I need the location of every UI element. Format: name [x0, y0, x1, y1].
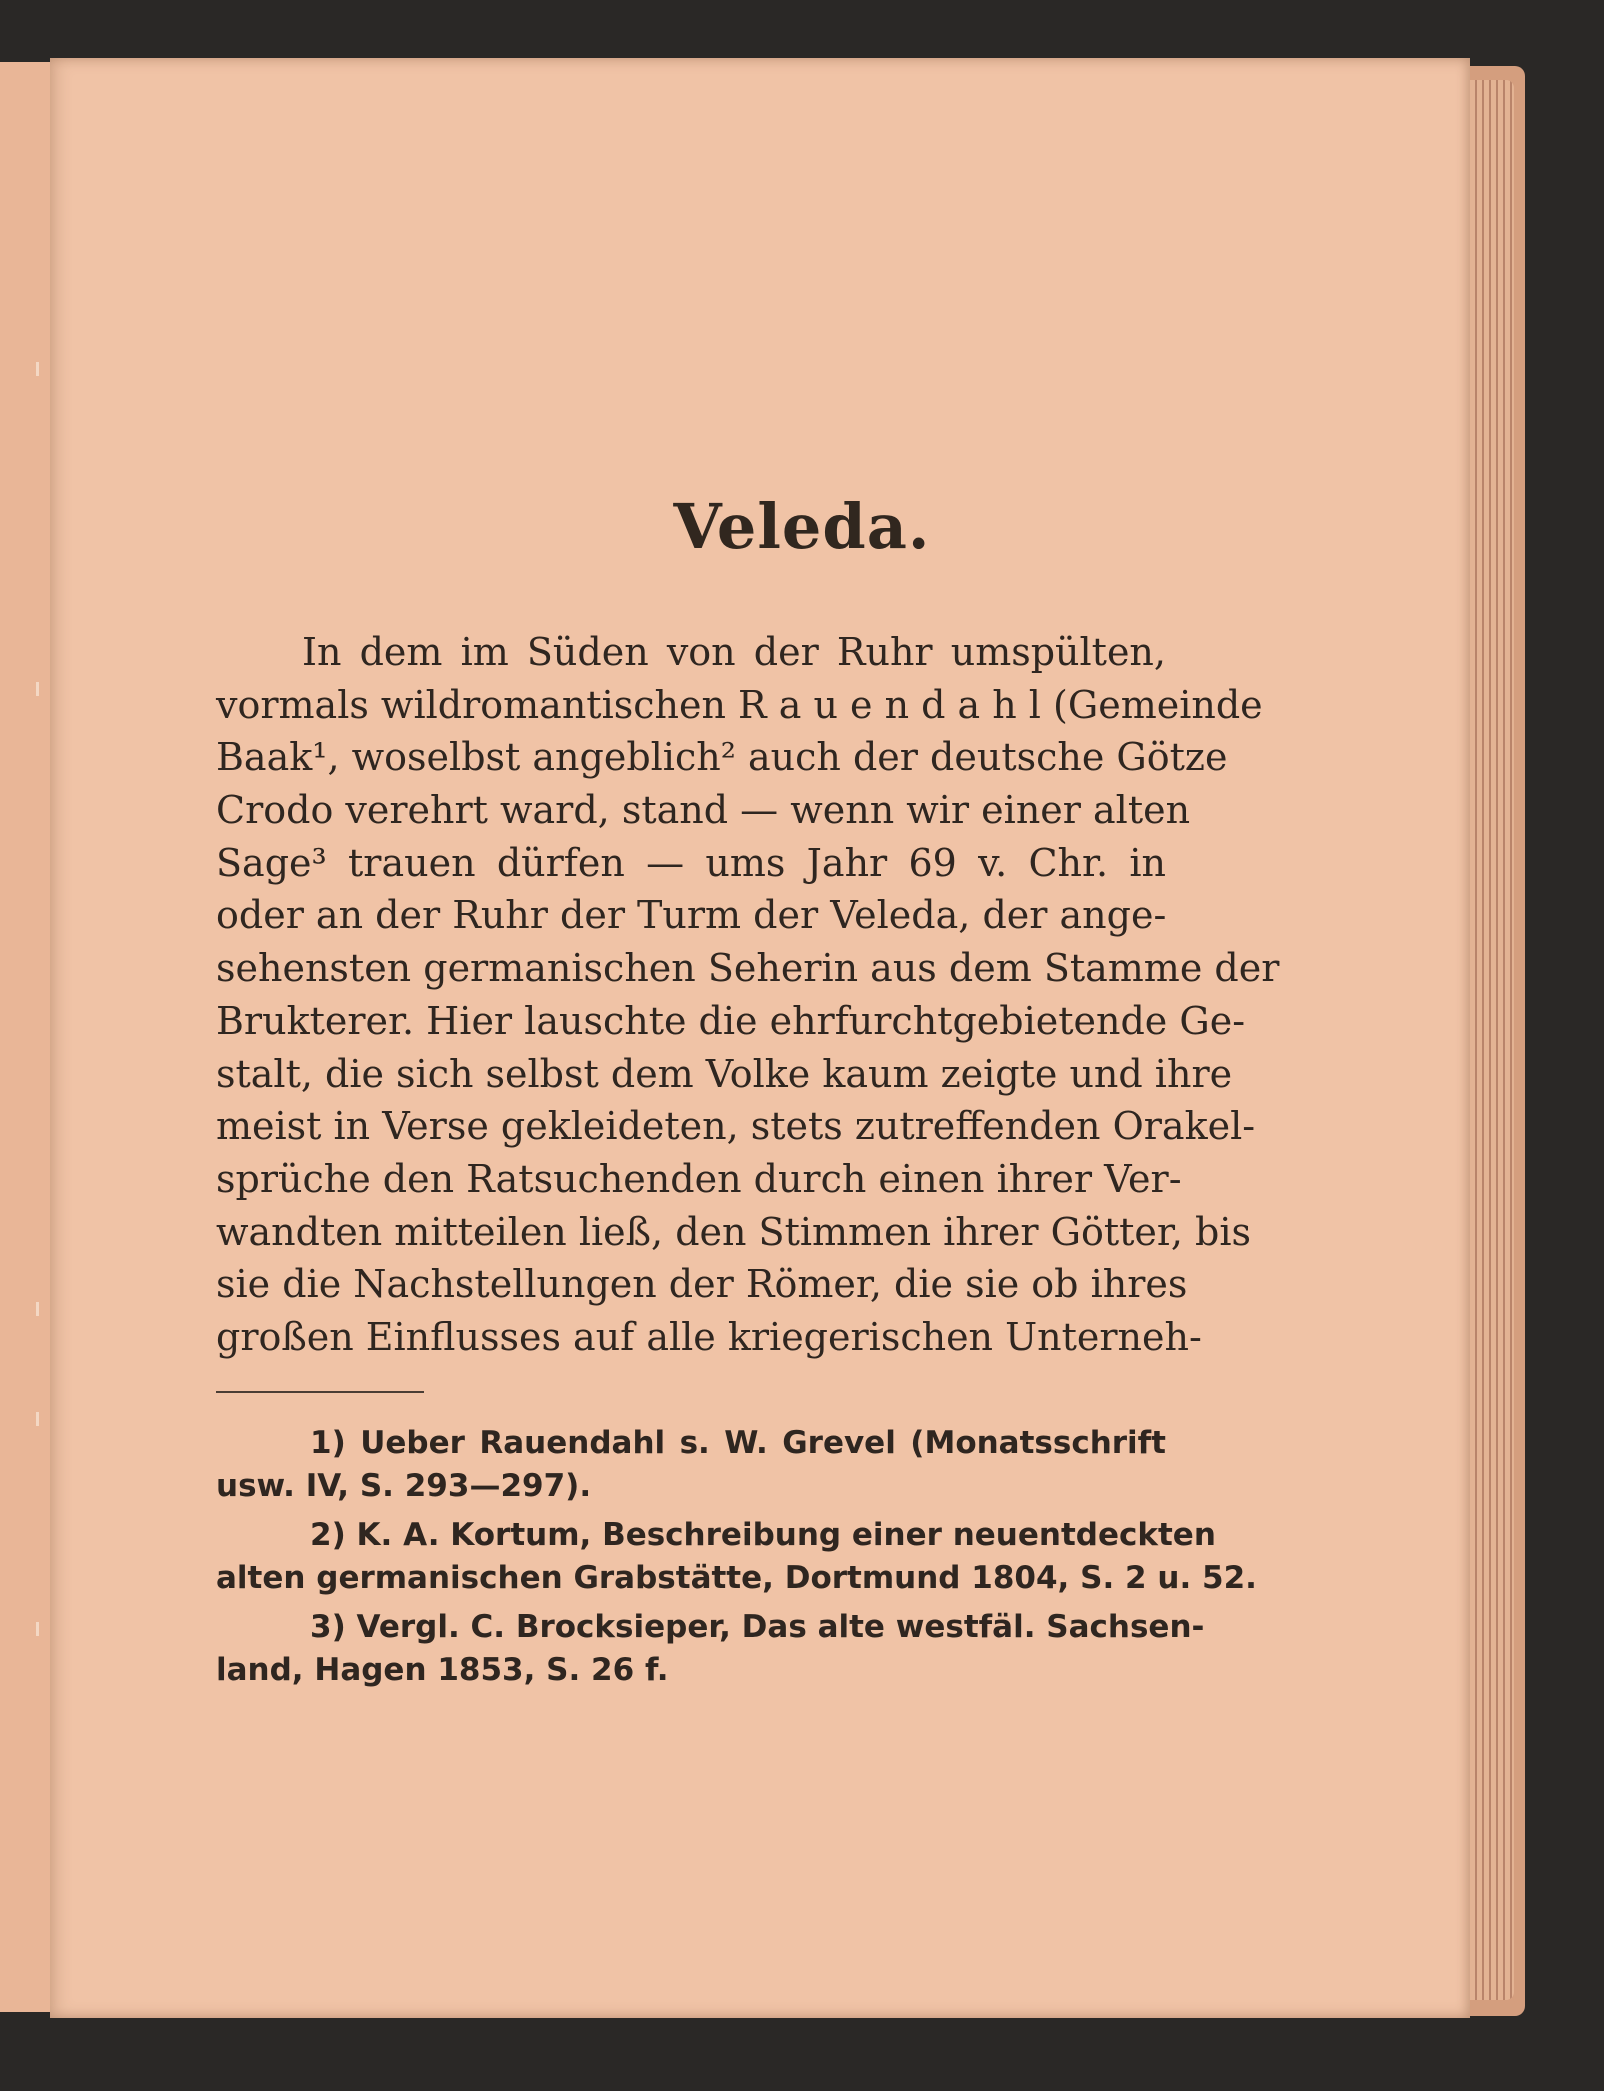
footnote-2-line-2: alten germanischen Grabstätte, Dortmund 1804, S. 2 u. 52. [216, 1560, 1257, 1596]
body-line: meist in Verse gekleideten, stets zutreffenden Orakel- [216, 1104, 1256, 1149]
body-line: oder an der Ruhr der Turm der Veleda, der ange- [216, 893, 1167, 938]
page-stack-edge [1470, 80, 1514, 2000]
body-line: wandten mitteilen ließ, den Stimmen ihrer Götter, bis [216, 1209, 1252, 1254]
body-text [216, 626, 1280, 1364]
chapter-title: Veleda. [673, 490, 931, 563]
body-line: Baak¹, woselbst angeblich² auch der deutsche Götze [216, 735, 1228, 780]
footnote-1-line-1: 1) Ueber Rauendahl s. W. Grevel (Monatsschrift [310, 1425, 1166, 1461]
footnote-rule [216, 1391, 424, 1393]
body-line: vormals wildromantischen R a u e n d a h l (Gemeinde [216, 682, 1263, 727]
footnote-3-line-1: 3) Vergl. C. Brocksieper, Das alte westfäl. Sachsen- [310, 1609, 1205, 1645]
footnote-1-line-2: usw. IV, S. 293—297). [216, 1468, 592, 1504]
body-line: sprüche den Ratsuchenden durch einen ihrer Ver- [216, 1156, 1182, 1201]
body-line: Crodo verehrt ward, stand — wenn wir einer alten [216, 788, 1191, 833]
footnote-2-line-1: 2) K. A. Kortum, Beschreibung einer neuentdeckten [310, 1517, 1216, 1553]
body-line: großen Einflusses auf alle kriegerischen Unterneh- [216, 1314, 1202, 1359]
body-line: sehensten germanischen Seherin aus dem Stamme der [216, 946, 1280, 991]
body-line: Sage³ trauen dürfen — ums Jahr 69 v. Chr. in [216, 840, 1166, 885]
body-line: Brukterer. Hier lauschte die ehrfurchtgebietende Ge- [216, 998, 1246, 1043]
footnote-3-line-2: land, Hagen 1853, S. 26 f. [216, 1652, 669, 1688]
body-line: stalt, die sich selbst dem Volke kaum zeigte und ihre [216, 1051, 1233, 1096]
body-line: sie die Nachstellungen der Römer, die sie ob ihres [216, 1262, 1188, 1307]
body-line: In dem im Süden von der Ruhr umspülten, [302, 630, 1166, 674]
footnotes [216, 1422, 1257, 1692]
